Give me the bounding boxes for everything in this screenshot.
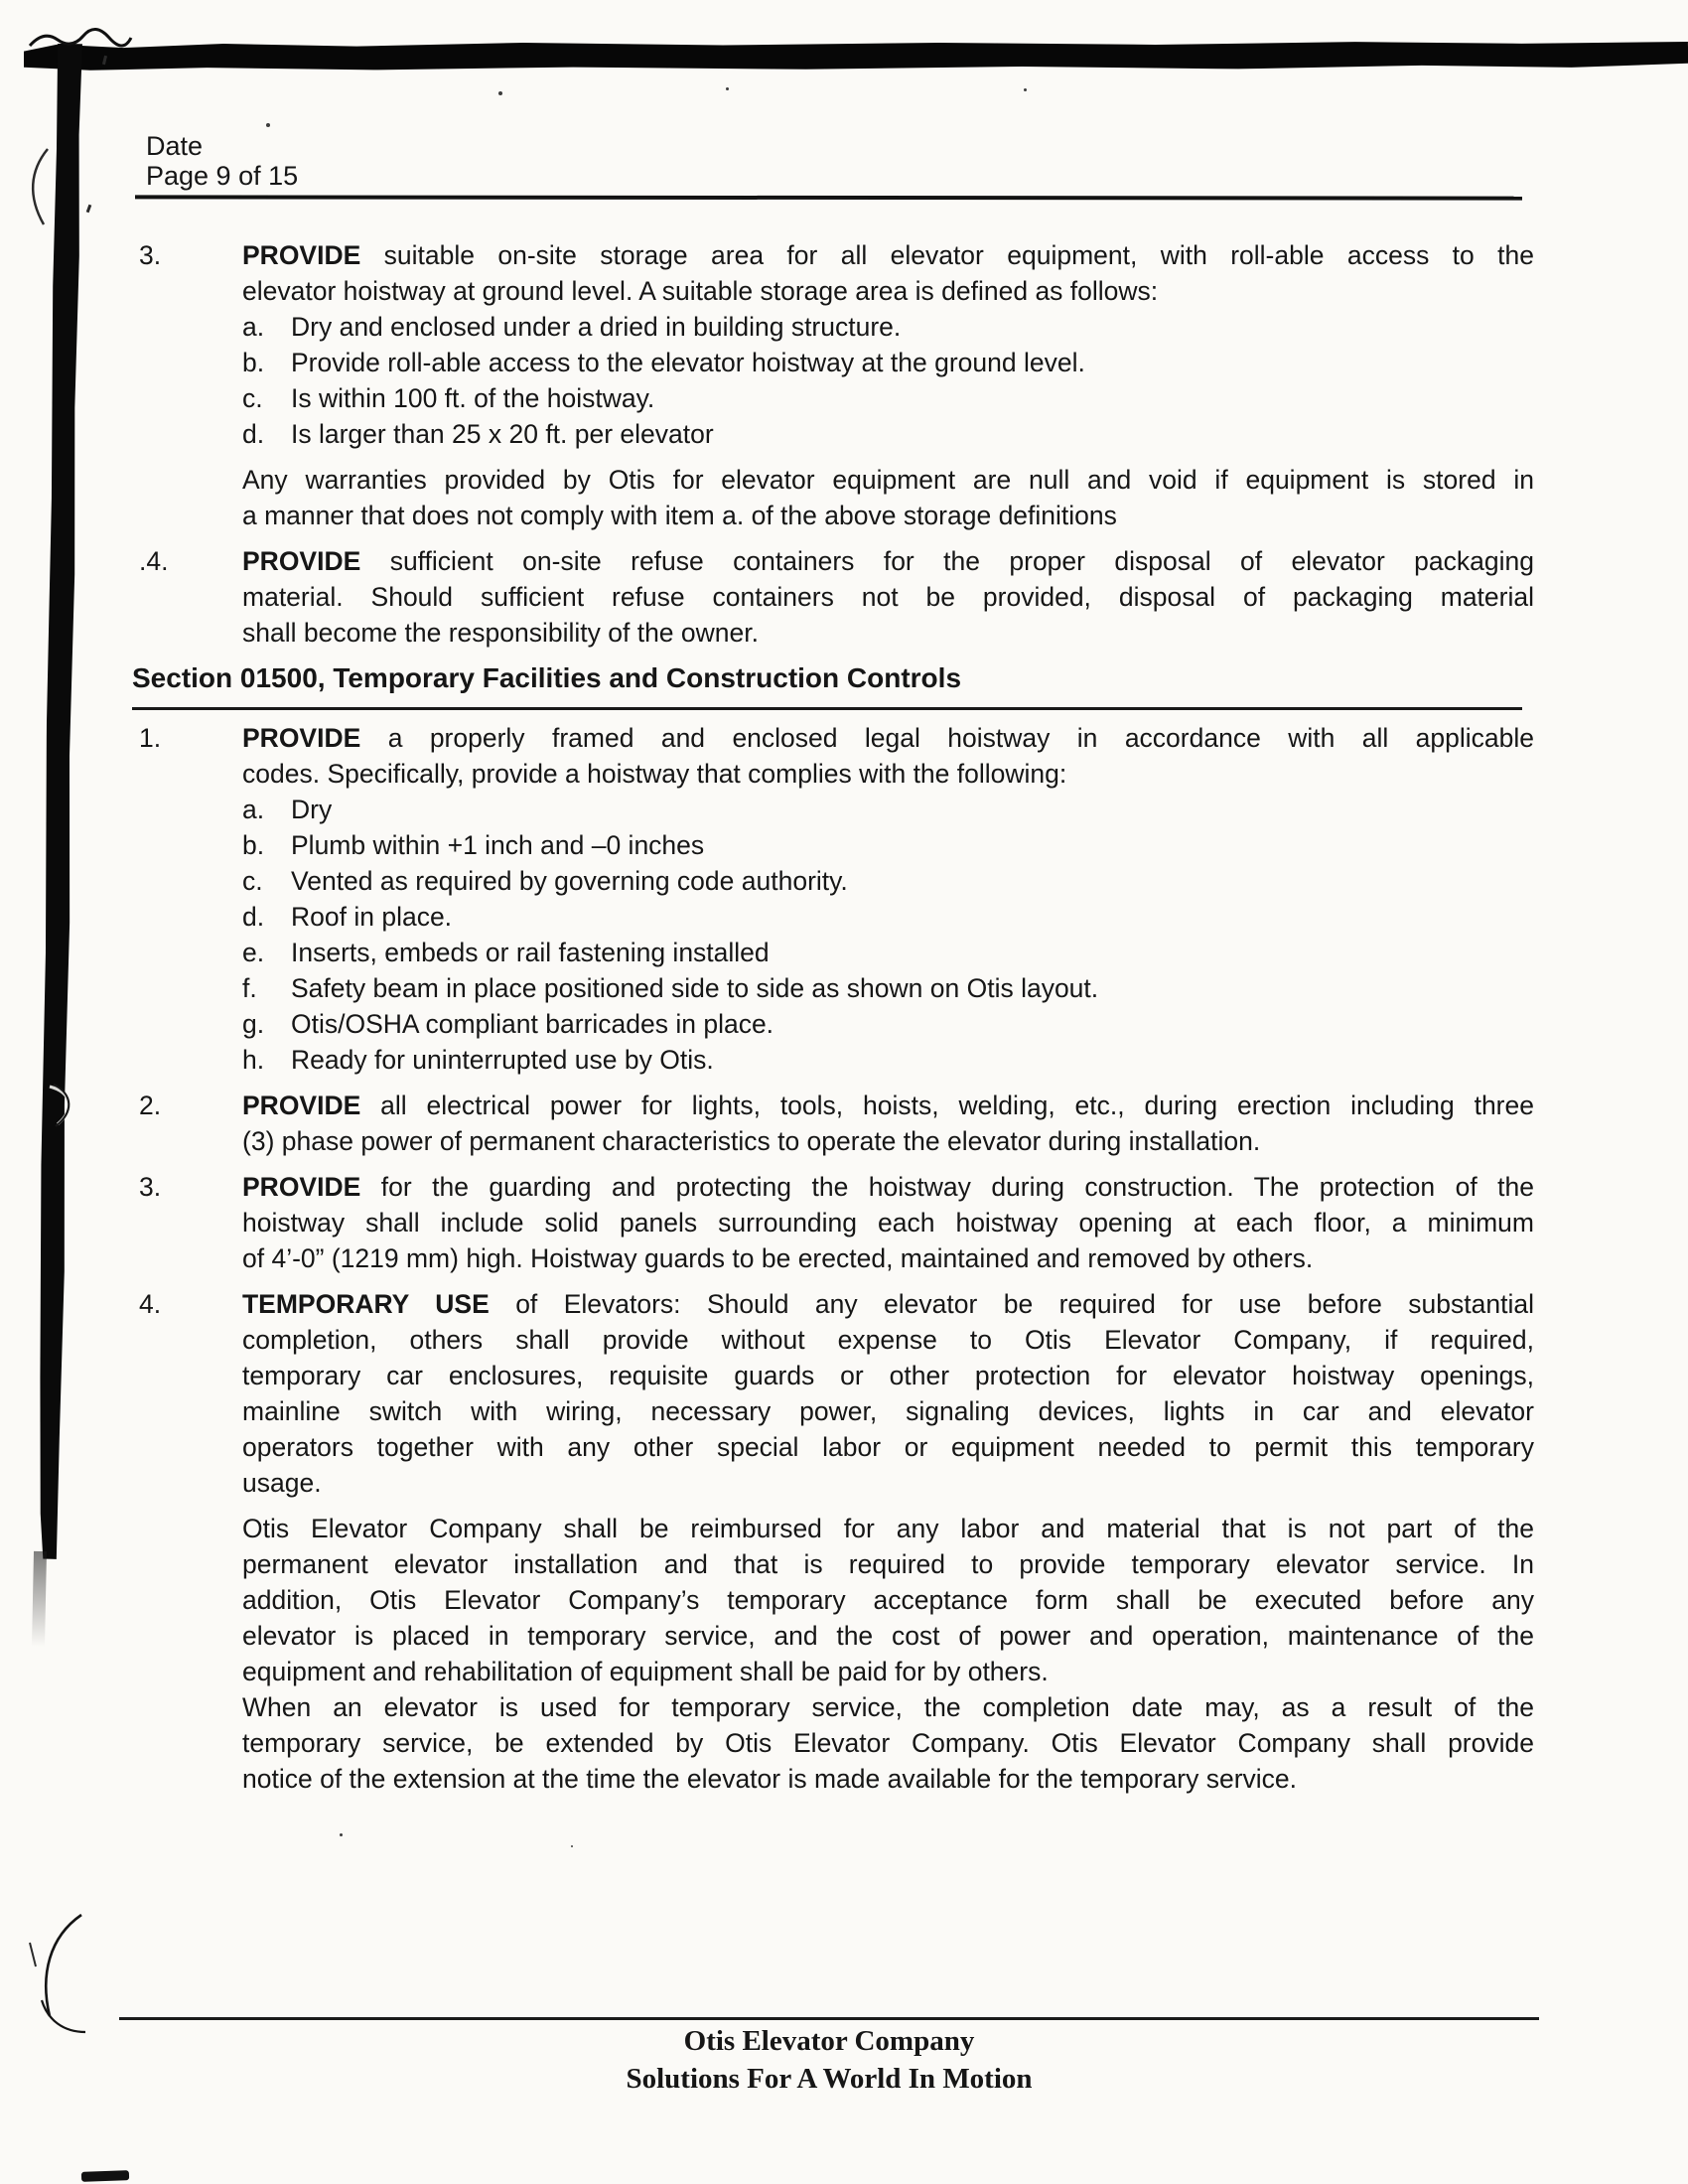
scan-tick-mark — [86, 205, 92, 214]
page-header — [146, 131, 298, 191]
paragraph-line: mainline switch with wiring, necessary power, signaling devices, lights in car and elevator — [242, 1396, 1534, 1426]
item-number: 3. — [139, 1172, 162, 1202]
list-item-provide-guarding — [139, 1169, 1534, 1276]
paragraph-line: operators together with any other special labor or equipment needed to permit this temporary — [242, 1432, 1534, 1462]
paragraph-line: shall become the responsibility of the owner. — [242, 618, 759, 648]
page-footer — [119, 2017, 1539, 2098]
header-page-number: Page 9 of 15 — [146, 161, 299, 191]
scan-flourish-mark-bottom-left — [16, 1909, 119, 2048]
scan-curl-mark-left — [46, 1083, 79, 1128]
item-number: 3. — [139, 240, 162, 270]
header-date-label: Date — [146, 131, 204, 161]
scan-speck — [498, 91, 502, 95]
paragraph-line: Any warranties provided by Otis for elevator equipment are null and void if equipment is stored in — [242, 465, 1534, 495]
scan-left-edge-bar — [35, 44, 82, 1559]
item-number: 2. — [139, 1091, 162, 1120]
paragraph-line: usage. — [242, 1468, 322, 1498]
footer-rule — [119, 2017, 1539, 2020]
paragraph-line: PROVIDE all electrical power for lights, tools, hoists, welding, etc., during erection including three — [242, 1091, 1534, 1120]
paragraph-line: (3) phase power of permanent characteristics to operate the elevator during installation. — [242, 1126, 1261, 1156]
sub-item-h: h. Ready for uninterrupted use by Otis. — [242, 1045, 714, 1075]
bold-lead-word: PROVIDE — [242, 240, 361, 270]
paragraph-line: PROVIDE for the guarding and protecting the hoistway during construction. The protection of the — [242, 1172, 1534, 1202]
paragraph-line: permanent elevator installation and that is required to provide temporary elevator service. In — [242, 1549, 1534, 1579]
bold-lead-word: PROVIDE — [242, 1172, 361, 1202]
list-item-provide-power — [139, 1088, 1534, 1159]
paragraph-line: elevator is placed in temporary service, and the cost of power and operation, maintenance of the — [242, 1621, 1534, 1651]
list-item-temporary-use — [139, 1286, 1534, 1501]
paragraph-line: equipment and rehabilitation of equipment shall be paid for by others. — [242, 1657, 1049, 1686]
scan-top-edge-bar — [24, 41, 1688, 71]
paragraph-line: PROVIDE suitable on-site storage area for all elevator equipment, with roll-able access to the — [242, 240, 1534, 270]
sub-item-g: g. Otis/OSHA compliant barricades in place. — [242, 1009, 774, 1039]
scan-left-bar-fade — [32, 1551, 47, 1647]
item-number: 4. — [139, 1289, 162, 1319]
scan-speck — [340, 1833, 343, 1836]
section-heading-rule — [132, 707, 1522, 710]
sub-item-d: d. Is larger than 25 x 20 ft. per elevator — [242, 419, 714, 449]
item-number: .4. — [139, 546, 169, 576]
paragraph-line: elevator hoistway at ground level. A suitable storage area is defined as follows: — [242, 276, 1159, 306]
paragraph-line: of 4’-0” (1219 mm) high. Hoistway guards to be erected, maintained and removed by others. — [242, 1243, 1314, 1273]
paragraph-line: temporary car enclosures, requisite guards or other protection for elevator hoistway openings, — [242, 1361, 1534, 1390]
sub-item-e: e. Inserts, embeds or rail fastening installed — [242, 938, 770, 967]
list-item-provide-hoistway — [139, 720, 1534, 1078]
reimbursement-paragraph — [242, 1511, 1534, 1689]
scan-speck — [726, 87, 729, 90]
document-body — [132, 237, 1534, 1797]
sub-item-c: c. Is within 100 ft. of the hoistway. — [242, 383, 655, 413]
paragraph-line: material. Should sufficient refuse containers not be provided, disposal of packaging material — [242, 582, 1534, 612]
list-item-provide-storage — [139, 237, 1534, 452]
scan-corner-smudge — [81, 2170, 129, 2182]
temporary-service-paragraph — [242, 1689, 1534, 1797]
paragraph-line: hoistway shall include solid panels surrounding each hoistway opening at each floor, a minimum — [242, 1208, 1534, 1238]
paragraph-line: notice of the extension at the time the elevator is made available for the temporary service. — [242, 1764, 1298, 1794]
scan-speck — [266, 123, 270, 127]
paragraph-line: addition, Otis Elevator Company’s temporary acceptance form shall be executed before any — [242, 1585, 1534, 1615]
list-item-provide-refuse — [139, 543, 1534, 651]
sub-item-a: a. Dry and enclosed under a dried in building structure. — [242, 312, 902, 342]
scan-speck — [1024, 88, 1027, 91]
sub-item-b: b. Provide roll-able access to the elevator hoistway at the ground level. — [242, 348, 1085, 377]
bold-lead-word: PROVIDE — [242, 723, 361, 753]
sub-item-f: f. Safety beam in place positioned side to side as shown on Otis layout. — [242, 973, 1099, 1003]
sub-item-d: d. Roof in place. — [242, 902, 453, 932]
paragraph-line: When an elevator is used for temporary service, the completion date may, as a result of the — [242, 1692, 1534, 1722]
bold-lead-word: PROVIDE — [242, 546, 361, 576]
warranty-note — [242, 462, 1534, 533]
paragraph-line: completion, others shall provide without expense to Otis Elevator Company, if required, — [242, 1325, 1534, 1355]
paragraph-line: a manner that does not comply with item a. of the above storage definitions — [242, 501, 1117, 530]
paragraph-line: temporary service, be extended by Otis Elevator Company. Otis Elevator Company shall provide — [242, 1728, 1534, 1758]
bold-lead-word: TEMPORARY USE — [242, 1289, 490, 1319]
scan-squiggle-top-left — [26, 26, 135, 52]
header-rule — [135, 195, 1522, 200]
item-number: 1. — [139, 723, 162, 753]
paragraph-line: PROVIDE sufficient on-site refuse containers for the proper disposal of elevator packaging — [242, 546, 1534, 576]
sub-item-b: b. Plumb within +1 inch and –0 inches — [242, 830, 705, 860]
scan-speck — [571, 1845, 573, 1847]
sub-item-c: c. Vented as required by governing code authority. — [242, 866, 848, 896]
paragraph-line: codes. Specifically, provide a hoistway that complies with the following: — [242, 759, 1067, 789]
scan-arc-mark-top-left — [20, 145, 56, 230]
paragraph-line: TEMPORARY USE of Elevators: Should any elevator be required for use before substantial — [242, 1289, 1534, 1319]
paragraph-line: PROVIDE a properly framed and enclosed legal hoistway in accordance with all applicable — [242, 723, 1534, 753]
section-heading: Section 01500, Temporary Facilities and Construction Controls — [132, 662, 962, 693]
footer-tagline: Solutions For A World In Motion — [626, 2063, 1033, 2095]
footer-company-name: Otis Elevator Company — [683, 2025, 975, 2057]
sub-item-a: a. Dry — [242, 795, 333, 824]
bold-lead-word: PROVIDE — [242, 1091, 361, 1120]
paragraph-line: Otis Elevator Company shall be reimbursed for any labor and material that is not part of the — [242, 1514, 1534, 1543]
